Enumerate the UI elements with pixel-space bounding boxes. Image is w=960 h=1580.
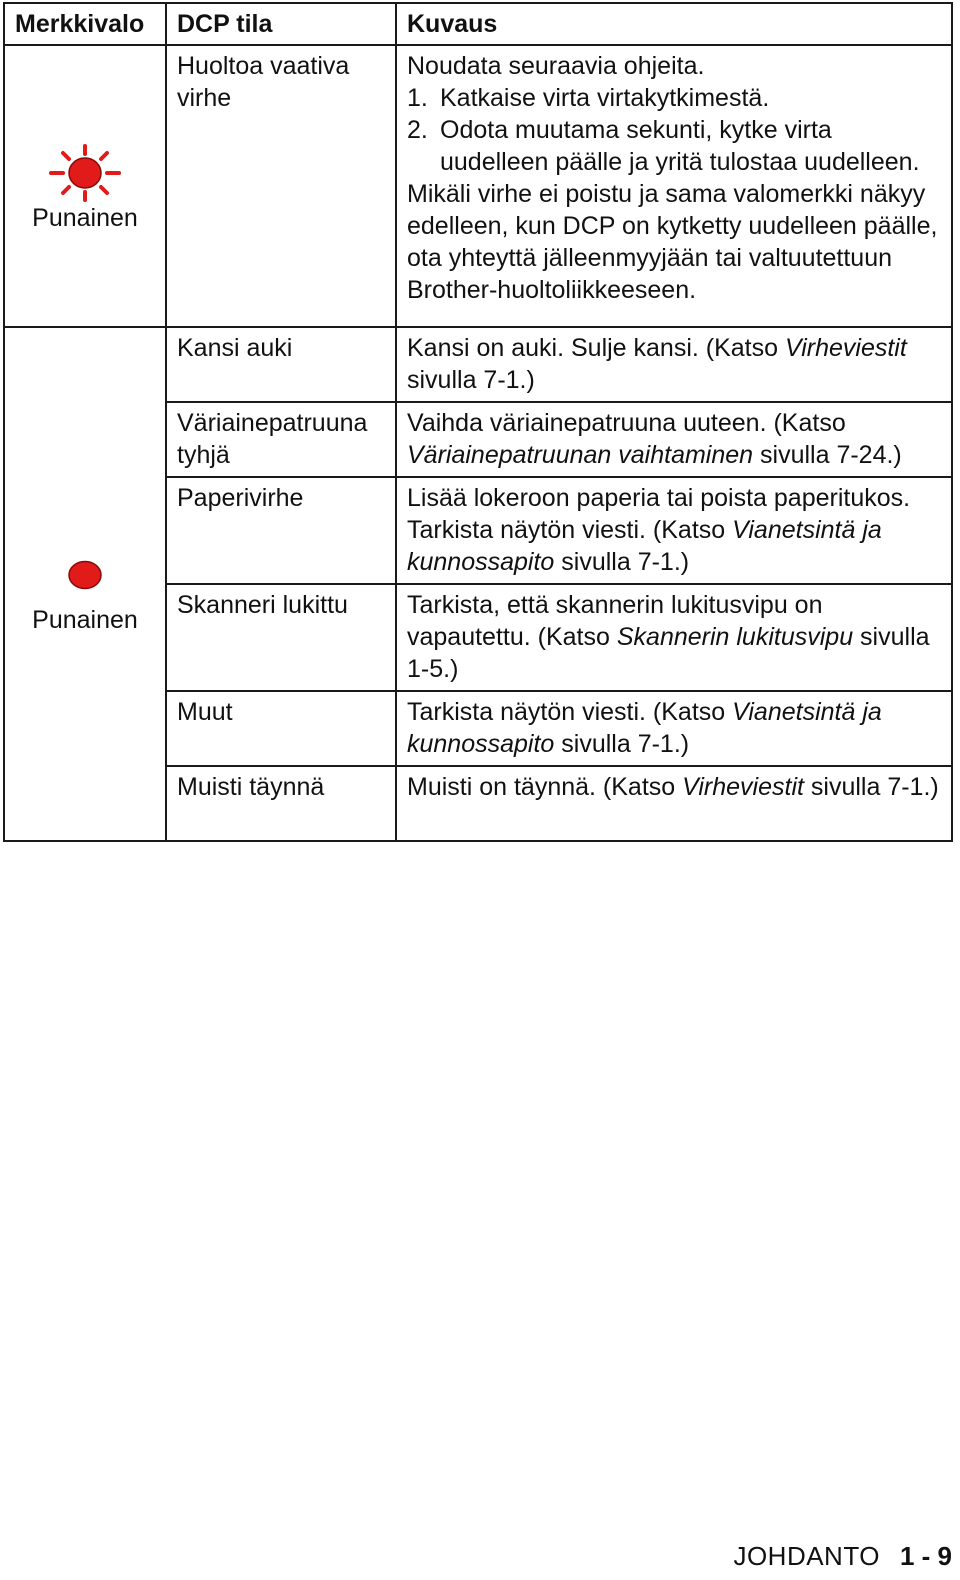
footer-section-title: JOHDANTO xyxy=(733,1541,880,1571)
desc-page-ref: sivulla 7-1.) xyxy=(803,773,939,801)
step-number: 2. xyxy=(407,116,428,144)
desc-step-2 xyxy=(407,114,941,178)
header-merkkivalo: Merkkivalo xyxy=(4,3,166,45)
step-text: Katkaise virta virtakytkimestä. xyxy=(440,84,770,112)
led-cell-solid xyxy=(4,327,166,841)
step-text: Odota muutama sekunti, kytke virta uudelleen päälle ja yritä tulostaa uudelleen. xyxy=(440,116,920,176)
desc-step-1 xyxy=(407,82,941,114)
desc-reference: Virheviestit xyxy=(682,773,804,801)
led-label-blinking: Punainen xyxy=(32,204,138,232)
description-scanner-locked xyxy=(396,584,952,691)
table-header-row xyxy=(4,3,952,45)
status-skanneri-lukittu: Skanneri lukittu xyxy=(166,584,396,691)
desc-page-ref: sivulla 7-1.) xyxy=(554,730,690,758)
footer-page-number: 1 - 9 xyxy=(899,1541,952,1571)
desc-intro: Noudata seuraavia ohjeita. xyxy=(407,52,705,80)
desc-text: Muisti on täynnä. (Katso xyxy=(407,773,683,801)
desc-reference: Skannerin lukitusvipu xyxy=(616,623,854,651)
step-number: 1. xyxy=(407,84,428,112)
desc-text: Kansi on auki. Sulje kansi. (Katso xyxy=(407,334,785,362)
table-row xyxy=(4,45,952,327)
led-cell-blinking xyxy=(4,45,166,327)
page-footer xyxy=(733,1540,952,1572)
blinking-red-led-icon xyxy=(49,144,121,202)
desc-reference: Väriainepatruunan vaihtaminen xyxy=(407,441,754,469)
led-status-table xyxy=(3,2,953,842)
desc-text: Tarkista, että skannerin lukitusvipu on vapautettu. (Katso xyxy=(407,591,823,651)
desc-text: Tarkista näytön viesti. (Katso xyxy=(407,698,733,726)
desc-page-ref: sivulla 7-24.) xyxy=(753,441,902,469)
desc-reference: Virheviestit xyxy=(784,334,907,362)
status-kansi-auki: Kansi auki xyxy=(166,327,396,402)
description-other xyxy=(396,691,952,766)
status-muisti-taynna: Muisti täynnä xyxy=(166,766,396,841)
table-row xyxy=(4,327,952,402)
desc-reference: Vianetsintä ja kunnossapito xyxy=(407,516,882,576)
desc-text: Vaihda väriainepatruuna uuteen. (Katso xyxy=(407,409,846,437)
status-muut: Muut xyxy=(166,691,396,766)
header-kuvaus: Kuvaus xyxy=(396,3,952,45)
status-variainepatruuna-tyhja: Väriainepatruuna tyhjä xyxy=(166,402,396,477)
solid-red-led-icon xyxy=(67,560,103,590)
status-huoltoa-vaativa-virhe: Huoltoa vaativa virhe xyxy=(166,45,396,327)
description-service-error xyxy=(396,45,952,327)
desc-page-ref: sivulla 7-1.) xyxy=(407,366,535,394)
description-paper-error xyxy=(396,477,952,584)
led-label-solid: Punainen xyxy=(32,606,138,634)
description-cover-open xyxy=(396,327,952,402)
desc-page-ref: sivulla 1-5.) xyxy=(407,623,930,683)
desc-outro: Mikäli virhe ei poistu ja sama valomerkki näkyy edelleen, kun DCP on kytketty uudelleen päälle, ota yhteyttä jälleenmyyjään tai valtuutettuun Brother-huoltoliikkeeseen. xyxy=(407,180,938,304)
header-dcp-tila: DCP tila xyxy=(166,3,396,45)
desc-page-ref: sivulla 7-1.) xyxy=(554,548,690,576)
status-paperivirhe: Paperivirhe xyxy=(166,477,396,584)
desc-text: Lisää lokeroon paperia tai poista paperitukos. Tarkista näytön viesti. (Katso xyxy=(407,484,911,544)
desc-reference: Vianetsintä ja kunnossapito xyxy=(407,698,882,758)
description-toner-empty xyxy=(396,402,952,477)
description-memory-full xyxy=(396,766,952,841)
